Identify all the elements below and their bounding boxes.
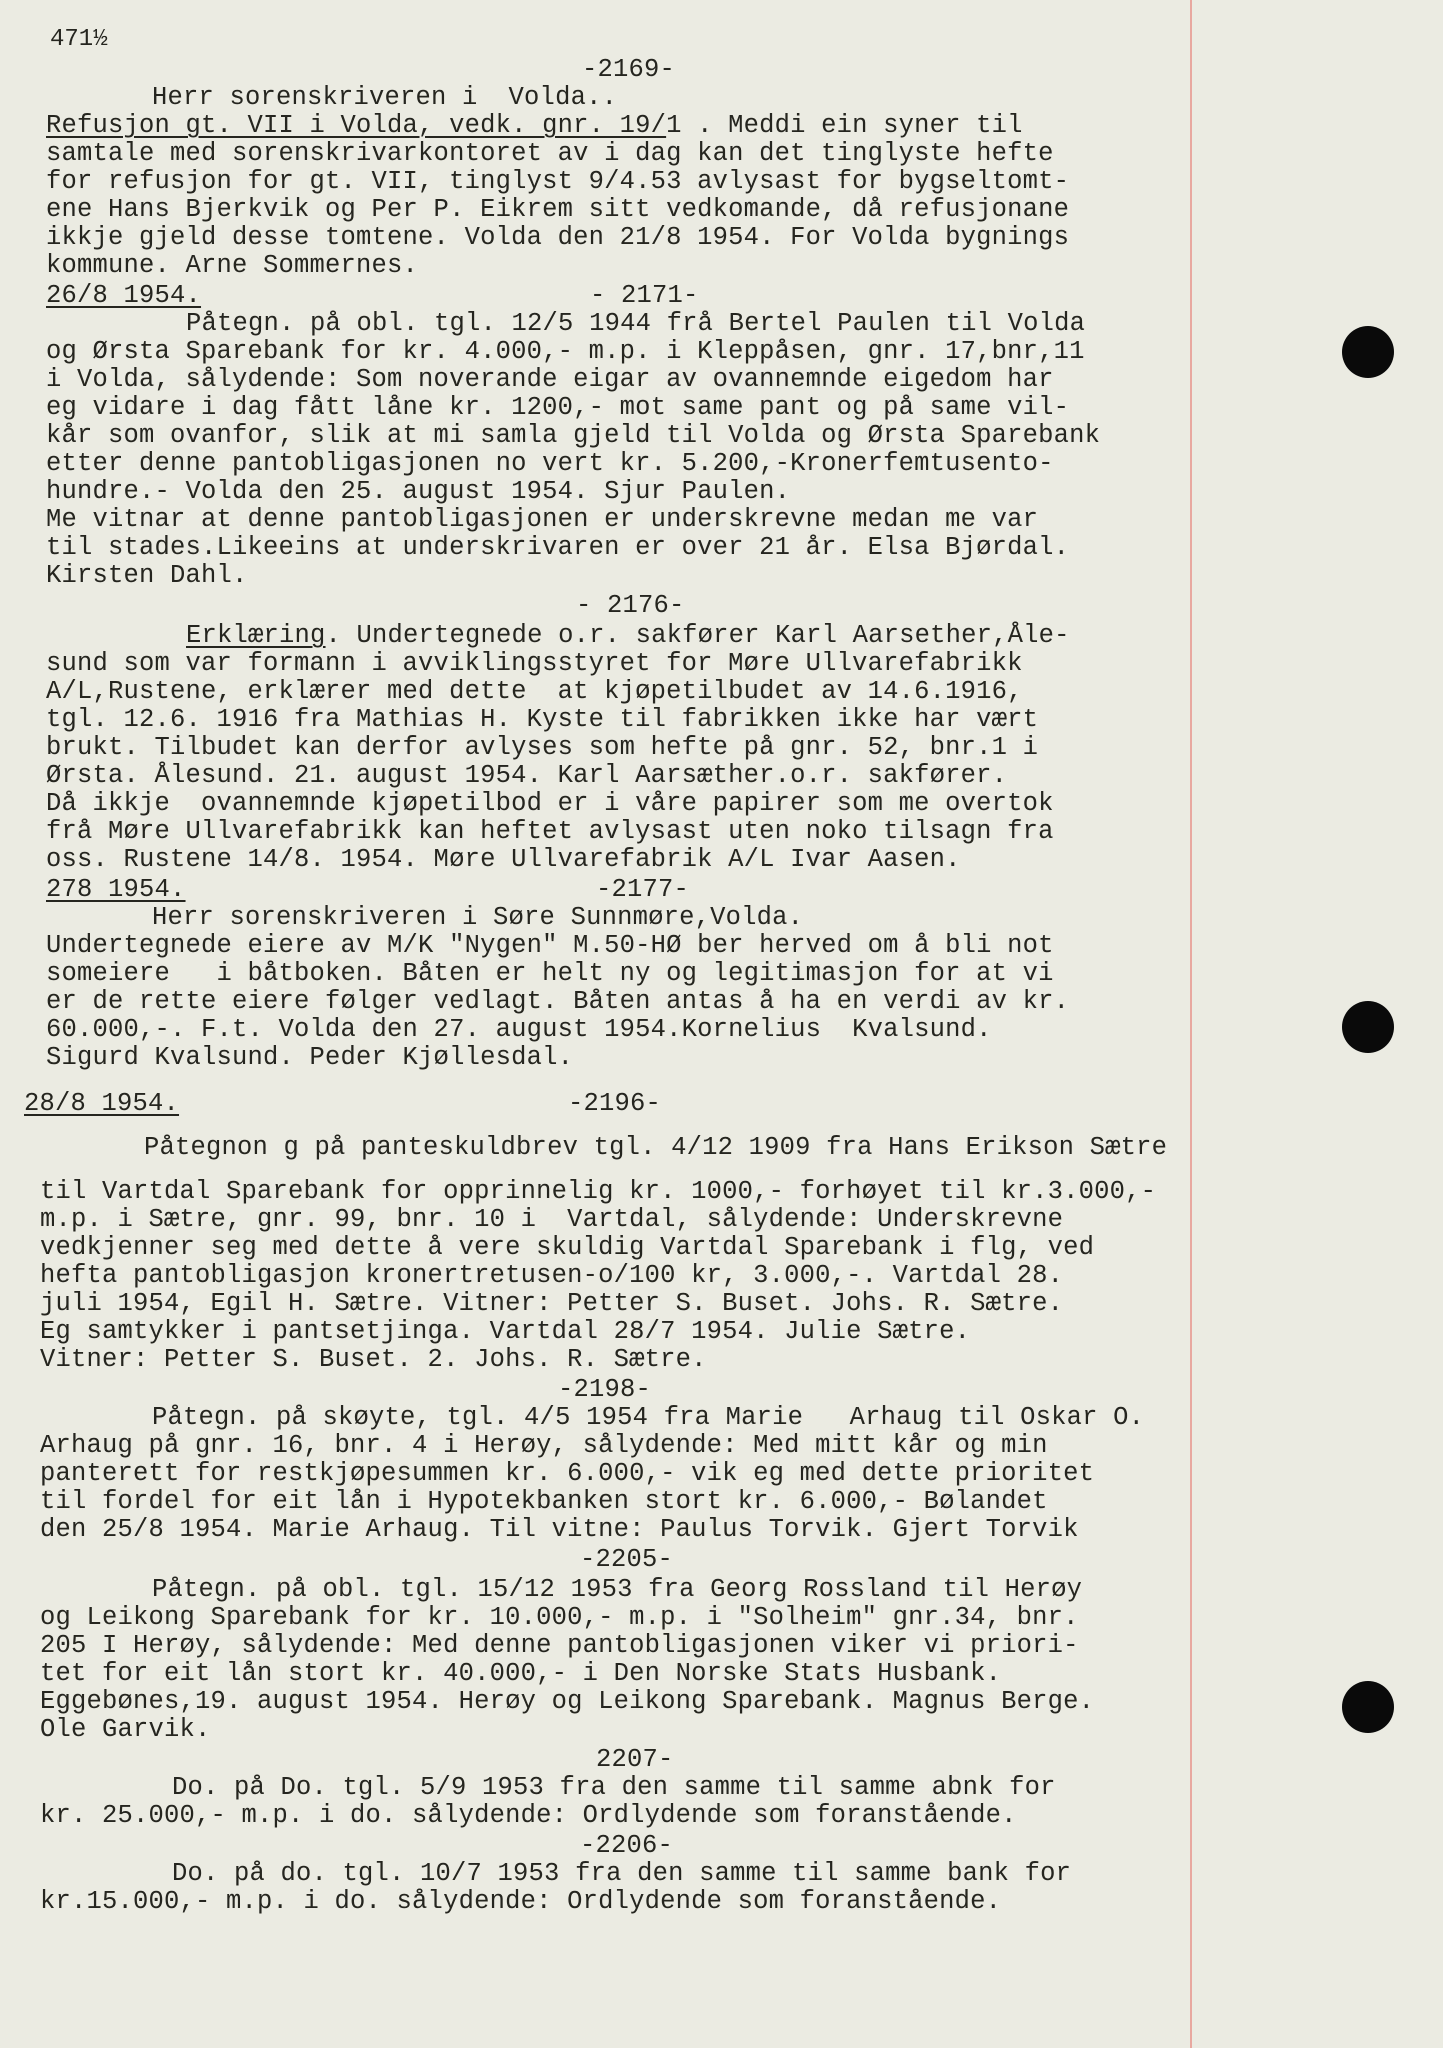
- text-line: -2198-: [558, 1375, 652, 1404]
- text-line: 28/8 1954.: [24, 1089, 180, 1118]
- text-line: til stades.Likeeins at underskrivaren er over 21 år. Elsa Bjørdal.: [46, 533, 1070, 562]
- text-line: 26/8 1954.: [46, 281, 202, 310]
- text-line: Påtegnon g på panteskuldbrev tgl. 4/12 1909 fra Hans Erikson Sætre: [144, 1133, 1168, 1162]
- text-line: Ole Garvik.: [40, 1715, 211, 1744]
- text-line: i Volda, sålydende: Som noverande eigar av ovannemnde eigedom har: [46, 365, 1054, 394]
- text-line: Arhaug på gnr. 16, bnr. 4 i Herøy, sålydende: Med mitt kår og min: [40, 1431, 1048, 1460]
- text-line: ene Hans Bjerkvik og Per P. Eikrem sitt vedkomande, då refusjonane: [46, 195, 1070, 224]
- text-line: Påtegn. på obl. tgl. 12/5 1944 frå Bertel Paulen til Volda: [186, 309, 1086, 338]
- text-line: samtale med sorenskrivarkontoret av i dag kan det tinglyste hefte: [46, 139, 1054, 168]
- text-line: brukt. Tilbudet kan derfor avlyses som hefte på gnr. 52, bnr.1 i: [46, 733, 1039, 762]
- text-line: for refusjon for gt. VII, tinglyst 9/4.53 avlysast for bygseltomt-: [46, 167, 1070, 196]
- text-line: oss. Rustene 14/8. 1954. Møre Ullvarefabrik A/L Ivar Aasen.: [46, 845, 961, 874]
- text-line: tet for eit lån stort kr. 40.000,- i Den Norske Stats Husbank.: [40, 1659, 1002, 1688]
- text-line: juli 1954, Egil H. Sætre. Vitner: Petter S. Buset. Johs. R. Sætre.: [40, 1289, 1064, 1318]
- punch-hole: [1342, 1681, 1394, 1733]
- text-line: - 2171-: [590, 281, 699, 310]
- text-line: kr. 25.000,- m.p. i do. sålydende: Ordlydende som foranstående.: [40, 1801, 1017, 1830]
- text-line: frå Møre Ullvarefabrikk kan heftet avlysast uten noko tilsagn fra: [46, 817, 1054, 846]
- text-line: eg vidare i dag fått låne kr. 1200,- mot same pant og på same vil-: [46, 393, 1070, 422]
- text-line: -2177-: [596, 875, 690, 904]
- text-line: Vitner: Petter S. Buset. 2. Johs. R. Sætre.: [40, 1345, 707, 1374]
- text-line: hefta pantobligasjon kronertretusen-o/100 kr, 3.000,-. Vartdal 28.: [40, 1261, 1064, 1290]
- text-line: Me vitnar at denne pantobligasjonen er underskrevne medan me var: [46, 505, 1039, 534]
- text-line: 2207-: [596, 1745, 674, 1774]
- text-line: og Ørsta Sparebank for kr. 4.000,- m.p. i Kleppåsen, gnr. 17,bnr,11: [46, 337, 1085, 366]
- text-line: -2206-: [580, 1831, 674, 1860]
- text-line: er de rette eiere følger vedlagt. Båten antas å ha en verdi av kr.: [46, 987, 1070, 1016]
- text-line: tgl. 12.6. 1916 fra Mathias H. Kyste til fabrikken ikke har vært: [46, 705, 1039, 734]
- punch-hole: [1342, 326, 1394, 378]
- margin-rule: [1190, 0, 1192, 2048]
- punch-hole: [1342, 1001, 1394, 1053]
- text-line: Eg samtykker i pantsetjinga. Vartdal 28/7 1954. Julie Sætre.: [40, 1317, 971, 1346]
- text-line: kr.15.000,- m.p. i do. sålydende: Ordlydende som foranstående.: [40, 1887, 1002, 1916]
- text-line: Påtegn. på obl. tgl. 15/12 1953 fra Georg Rossland til Herøy: [152, 1575, 1083, 1604]
- text-line: Do. på Do. tgl. 5/9 1953 fra den samme til samme abnk for: [172, 1773, 1056, 1802]
- text-line: 205 I Herøy, sålydende: Med denne pantobligasjonen viker vi priori-: [40, 1631, 1079, 1660]
- text-line: kommune. Arne Sommernes.: [46, 251, 419, 280]
- text-line: -2196-: [568, 1089, 662, 1118]
- text-line: -2169-: [582, 55, 676, 84]
- text-line: Eggebønes,19. august 1954. Herøy og Leikong Sparebank. Magnus Berge.: [40, 1687, 1095, 1716]
- text-line: Do. på do. tgl. 10/7 1953 fra den samme til samme bank for: [172, 1859, 1072, 1888]
- text-line: til fordel for eit lån i Hypotekbanken stort kr. 6.000,- Bølandet: [40, 1487, 1048, 1516]
- text-line: Refusjon gt. VII i Volda, vedk. gnr. 19/1 . Meddi ein syner til: [46, 111, 1023, 140]
- text-line: og Leikong Sparebank for kr. 10.000,- m.p. i "Solheim" gnr.34, bnr.: [40, 1603, 1079, 1632]
- text-line: kår som ovanfor, slik at mi samla gjeld til Volda og Ørsta Sparebank: [46, 421, 1101, 450]
- text-line: Sigurd Kvalsund. Peder Kjøllesdal.: [46, 1043, 574, 1072]
- text-line: vedkjenner seg med dette å vere skuldig Vartdal Sparebank i flg, ved: [40, 1233, 1095, 1262]
- text-line: -2205-: [580, 1545, 674, 1574]
- text-line: Undertegnede eiere av M/K "Nygen" M.50-HØ ber herved om å bli not: [46, 931, 1054, 960]
- text-line: sund som var formann i avviklingsstyret for Møre Ullvarefabrikk: [46, 649, 1023, 678]
- text-line: Ørsta. Ålesund. 21. august 1954. Karl Aarsæther.o.r. sakfører.: [46, 761, 1008, 790]
- text-line: panterett for restkjøpesummen kr. 6.000,- vik eg med dette prioritet: [40, 1459, 1095, 1488]
- text-line: den 25/8 1954. Marie Arhaug. Til vitne: Paulus Torvik. Gjert Torvik: [40, 1515, 1079, 1544]
- text-line: Kirsten Dahl.: [46, 561, 248, 590]
- text-line: Herr sorenskriveren i Volda..: [152, 83, 618, 112]
- text-line: Då ikkje ovannemnde kjøpetilbod er i våre papirer som me overtok: [46, 789, 1054, 818]
- text-line: etter denne pantobligasjonen no vert kr. 5.200,-Kronerfemtusento-: [46, 449, 1054, 478]
- text-line: 60.000,-. F.t. Volda den 27. august 1954.Kornelius Kvalsund.: [46, 1015, 992, 1044]
- text-line: til Vartdal Sparebank for opprinnelig kr. 1000,- forhøyet til kr.3.000,-: [40, 1177, 1157, 1206]
- text-line: m.p. i Sætre, gnr. 99, bnr. 10 i Vartdal, sålydende: Underskrevne: [40, 1205, 1064, 1234]
- text-line: ikkje gjeld desse tomtene. Volda den 21/8 1954. For Volda bygnings: [46, 223, 1070, 252]
- text-line: Påtegn. på skøyte, tgl. 4/5 1954 fra Marie Arhaug til Oskar O.: [152, 1403, 1145, 1432]
- page-number: 471½: [50, 26, 108, 53]
- text-line: Erklæring. Undertegnede o.r. sakfører Karl Aarsether,Åle-: [186, 621, 1070, 650]
- text-line: A/L,Rustene, erklærer med dette at kjøpetilbudet av 14.6.1916,: [46, 677, 1023, 706]
- text-line: someiere i båtboken. Båten er helt ny og legitimasjon for at vi: [46, 959, 1054, 988]
- text-line: Herr sorenskriveren i Søre Sunnmøre,Volda.: [152, 903, 804, 932]
- text-line: 278 1954.: [46, 875, 186, 904]
- text-line: - 2176-: [576, 591, 685, 620]
- text-line: hundre.- Volda den 25. august 1954. Sjur Paulen.: [46, 477, 791, 506]
